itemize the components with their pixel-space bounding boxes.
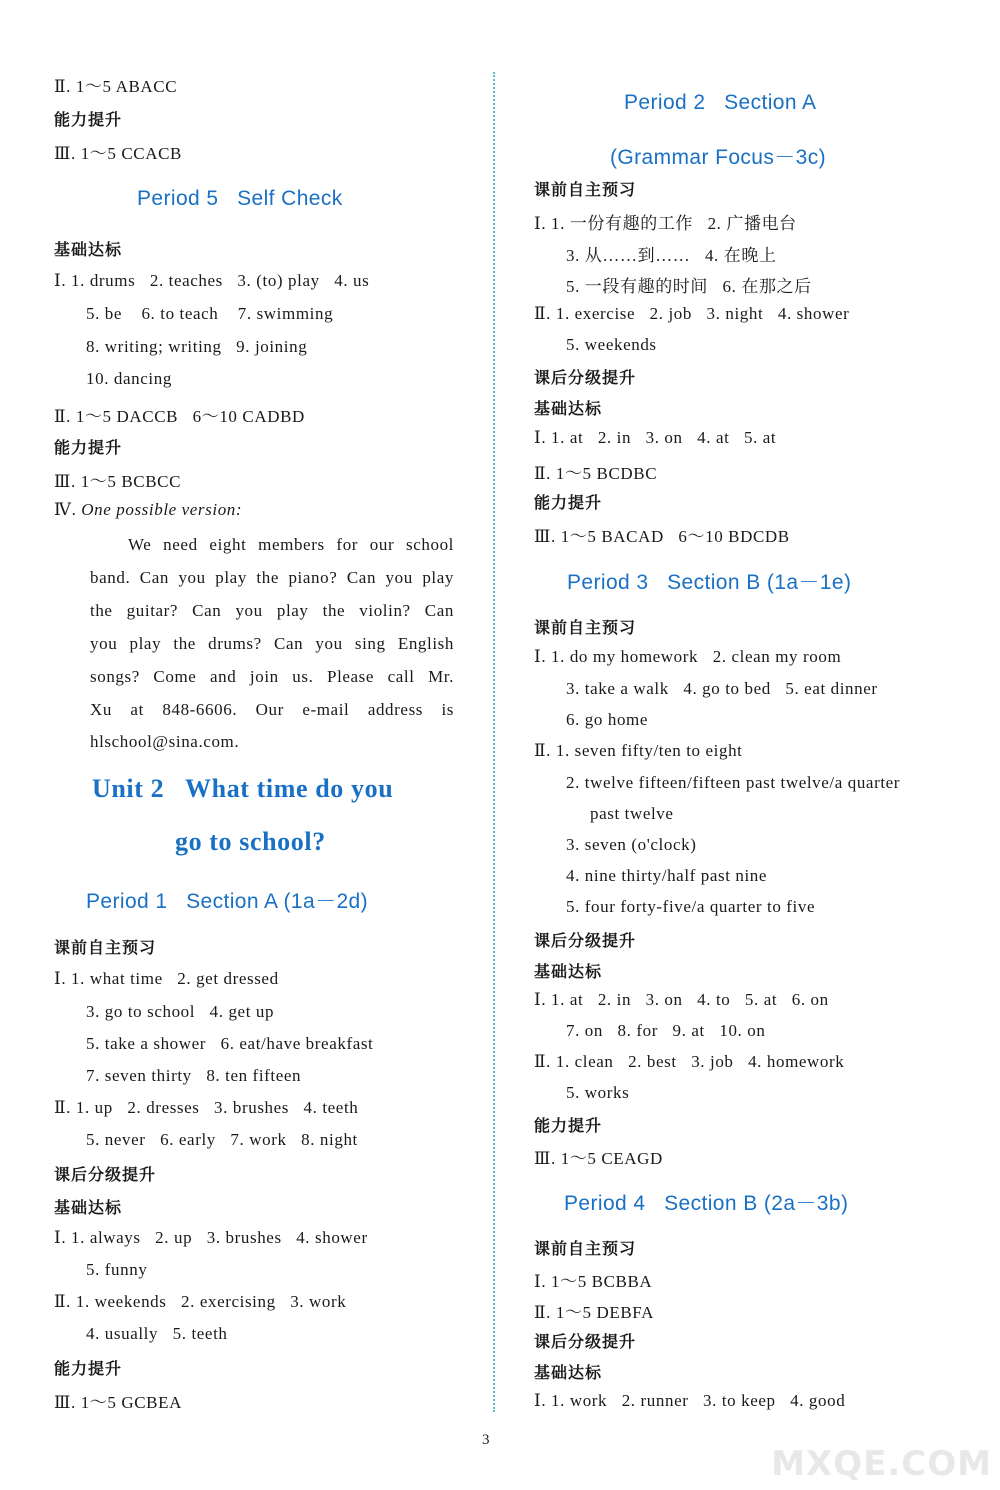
answer-line: Ⅰ. 1. what time 2. get dressed: [54, 969, 279, 988]
answer-line: Ⅲ. 1～5 CCACB: [54, 144, 182, 163]
answer-line: 5. funny: [86, 1260, 148, 1279]
answer-line: 5. four forty-five/a quarter to five: [566, 897, 816, 916]
answer-line: 2. twelve fifteen/fifteen past twelve/a quarter: [566, 773, 901, 792]
section-heading: 课后分级提升: [534, 368, 637, 387]
section-heading: 基础达标: [534, 399, 603, 418]
answer-line: Ⅱ. 1～5 DEBFA: [534, 1303, 654, 1322]
answer-line: 7. seven thirty 8. ten fifteen: [86, 1066, 302, 1085]
answer-line: Ⅱ. 1～5 DACCB 6～10 CADBD: [54, 407, 305, 426]
answer-line: 5. 一段有趣的时间 6. 在那之后: [566, 277, 812, 296]
section-heading: 课前自主预习: [54, 938, 157, 957]
period-4-title: Period 4 Section B (2a－3b): [564, 1192, 849, 1215]
answer-line: Ⅱ. 1. seven fifty/ten to eight: [534, 741, 743, 760]
answer-line: Ⅲ. 1～5 GCBEA: [54, 1393, 182, 1412]
section-heading: 基础达标: [54, 240, 123, 259]
period-3-title: Period 3 Section B (1a－1e): [567, 571, 852, 594]
essay-line: We need eight members for our school: [128, 535, 454, 554]
essay-line: Xu at 848-6606. Our e-mail address is: [90, 700, 454, 719]
section-heading: 基础达标: [534, 1363, 603, 1382]
answer-line: Ⅱ. 1～5 ABACC: [54, 77, 178, 96]
period-5-title: Period 5 Self Check: [137, 187, 343, 210]
answer-line: past twelve: [590, 804, 674, 823]
period-2-subtitle: (Grammar Focus－3c): [610, 146, 827, 169]
section-heading: 课前自主预习: [534, 618, 637, 637]
answer-line: Ⅲ. 1～5 BCBCC: [54, 472, 182, 491]
section-heading: 基础达标: [534, 962, 603, 981]
unit-title: Unit 2 What time do you: [92, 774, 394, 803]
watermark: MXQE.COM: [771, 1444, 992, 1484]
answer-line: Ⅱ. 1. clean 2. best 3. job 4. homework: [534, 1052, 845, 1071]
answer-line: Ⅰ. 1～5 BCBBA: [534, 1272, 653, 1291]
answer-line: 4. usually 5. teeth: [86, 1324, 228, 1343]
column-divider: [493, 72, 495, 1412]
section-heading: 能力提升: [534, 1116, 603, 1135]
essay-line: you play the drums? Can you sing English: [90, 634, 454, 653]
answer-line: 7. on 8. for 9. at 10. on: [566, 1021, 766, 1040]
answer-line: 3. go to school 4. get up: [86, 1002, 275, 1021]
answer-line: Ⅰ. 1. 一份有趣的工作 2. 广播电台: [534, 214, 797, 233]
section-heading: 课后分级提升: [534, 931, 637, 950]
answer-line: Ⅱ. 1. exercise 2. job 3. night 4. shower: [534, 304, 850, 323]
answer-line: 5. weekends: [566, 335, 657, 354]
answer-line: 4. nine thirty/half past nine: [566, 866, 768, 885]
section-heading: 能力提升: [54, 438, 123, 457]
section-heading: 能力提升: [534, 493, 603, 512]
answer-line: 3. seven (o'clock): [566, 835, 697, 854]
section-heading: 课后分级提升: [534, 1332, 637, 1351]
answer-line: 10. dancing: [86, 369, 172, 388]
answer-line: Ⅰ. 1. do my homework 2. clean my room: [534, 647, 842, 666]
section-heading: 课前自主预习: [534, 180, 637, 199]
section-heading: 能力提升: [54, 1359, 123, 1378]
answer-line: Ⅱ. 1. weekends 2. exercising 3. work: [54, 1292, 347, 1311]
answer-line: 6. go home: [566, 710, 649, 729]
answer-line: 5. take a shower 6. eat/have breakfast: [86, 1034, 374, 1053]
period-2-title: Period 2 Section A: [624, 91, 817, 114]
essay-line: the guitar? Can you play the violin? Can: [90, 601, 454, 620]
essay-line: hlschool@sina.com.: [90, 732, 240, 751]
section-heading: 课前自主预习: [534, 1239, 637, 1258]
section-heading: 能力提升: [54, 110, 123, 129]
answer-line: 5. never 6. early 7. work 8. night: [86, 1130, 358, 1149]
answer-line: 3. take a walk 4. go to bed 5. eat dinner: [566, 679, 878, 698]
section-heading: 基础达标: [54, 1198, 123, 1217]
answer-line: Ⅰ. 1. always 2. up 3. brushes 4. shower: [54, 1228, 368, 1247]
page-number: 3: [482, 1432, 490, 1448]
unit-title: go to school?: [175, 827, 326, 856]
version-label: One possible version:: [81, 500, 243, 519]
answer-line: Ⅱ. 1～5 BCDBC: [534, 464, 658, 483]
answer-line: Ⅰ. 1. at 2. in 3. on 4. to 5. at 6. on: [534, 990, 829, 1009]
period-1-title: Period 1 Section A (1a－2d): [86, 890, 369, 913]
answer-line: Ⅰ. 1. work 2. runner 3. to keep 4. good: [534, 1391, 846, 1410]
answer-line: Ⅲ. 1～5 CEAGD: [534, 1149, 663, 1168]
essay-line: songs? Come and join us. Please call Mr.: [90, 667, 454, 686]
answer-line: Ⅰ. 1. at 2. in 3. on 4. at 5. at: [534, 428, 777, 447]
answer-line: 8. writing; writing 9. joining: [86, 337, 308, 356]
answer-line: 5. works: [566, 1083, 630, 1102]
section-heading: 课后分级提升: [54, 1165, 157, 1184]
essay-line: band. Can you play the piano? Can you play: [90, 568, 454, 587]
roman-numeral: Ⅳ.: [54, 500, 82, 519]
answer-line: [54, 500, 242, 520]
answer-line: 3. 从……到…… 4. 在晚上: [566, 246, 777, 265]
answer-line: Ⅱ. 1. up 2. dresses 3. brushes 4. teeth: [54, 1098, 359, 1117]
answer-line: Ⅰ. 1. drums 2. teaches 3. (to) play 4. us: [54, 271, 370, 290]
answer-line: Ⅲ. 1～5 BACAD 6～10 BDCDB: [534, 527, 790, 546]
answer-line: 5. be 6. to teach 7. swimming: [86, 304, 334, 323]
